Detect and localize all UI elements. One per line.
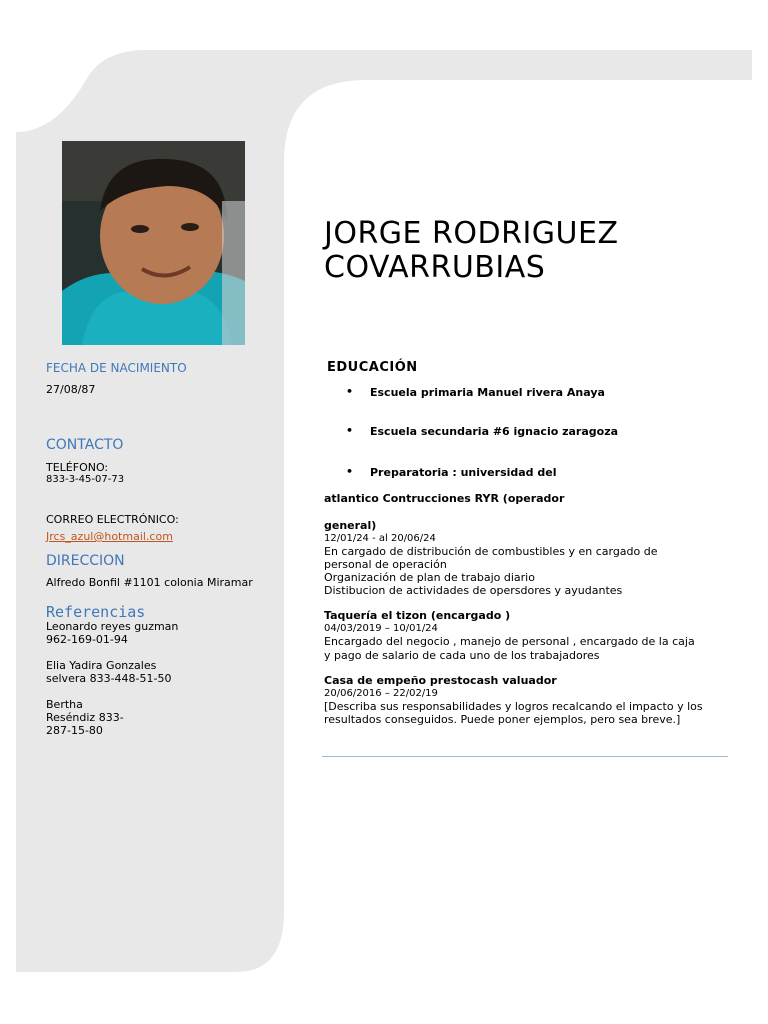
- reference-3-line-3: 287-15-80: [46, 724, 103, 737]
- phone-label: TELÉFONO:: [46, 461, 109, 474]
- full-name: [324, 217, 619, 285]
- address-heading: DIRECCION: [46, 553, 125, 569]
- job-1-desc-3: Organización de plan de trabajo diario: [324, 571, 535, 584]
- job-3-desc-1: [Describa sus responsabilidades y logros recalcando el impacto y los: [324, 700, 703, 713]
- job-1-desc-1: En cargado de distribución de combustibles y en cargado de: [324, 545, 658, 558]
- job-1-dates: 12/01/24 - al 20/06/24: [324, 533, 436, 544]
- job-1-desc-2: personal de operación: [324, 558, 447, 571]
- references-heading: Referencias: [46, 603, 146, 621]
- reference-3-line-1: Bertha: [46, 698, 83, 711]
- bullet-icon: •: [346, 424, 354, 437]
- education-item: Escuela primaria Manuel rivera Anaya: [370, 386, 605, 399]
- email-link[interactable]: Jrcs_azul@hotmail.com: [46, 530, 173, 543]
- education-item: Preparatoria : universidad del: [370, 466, 557, 479]
- job-3-desc-2: resultados conseguidos. Puede poner ejemplos, pero sea breve.]: [324, 713, 681, 726]
- job-2-dates: 04/03/2019 – 10/01/24: [324, 623, 438, 634]
- name-line-2: COVARRUBIAS: [324, 250, 546, 285]
- job-1-title-line-1: atlantico Contrucciones RYR (operador: [324, 492, 565, 505]
- job-2-title: Taquería el tizon (encargado ): [324, 609, 511, 622]
- profile-photo: [62, 141, 245, 345]
- email-label: CORREO ELECTRÓNICO:: [46, 513, 179, 526]
- job-2-desc-1: Encargado del negocio , manejo de personal , encargado de la caja: [324, 635, 695, 648]
- birth-date-heading: FECHA DE NACIMIENTO: [46, 361, 187, 375]
- job-3-title: Casa de empeño prestocash valuador: [324, 674, 557, 687]
- contact-heading: CONTACTO: [46, 437, 124, 453]
- birth-date-value: 27/08/87: [46, 383, 96, 396]
- job-1-title-line-2: general): [324, 519, 377, 532]
- reference-1-name: Leonardo reyes guzman: [46, 620, 179, 633]
- bullet-icon: •: [346, 465, 354, 478]
- job-1-desc-4: Distibucion de actividades de opersdores y ayudantes: [324, 584, 623, 597]
- reference-2-name: Elia Yadira Gonzales: [46, 659, 157, 672]
- section-divider: [322, 756, 728, 757]
- bullet-icon: •: [346, 385, 354, 398]
- education-heading: EDUCACIÓN: [327, 360, 418, 375]
- reference-1-phone: 962-169-01-94: [46, 633, 128, 646]
- reference-3-line-2: Reséndiz 833-: [46, 711, 124, 724]
- reference-2-phone: selvera 833-448-51-50: [46, 672, 172, 685]
- address-value: Alfredo Bonfil #1101 colonia Miramar: [46, 576, 253, 589]
- name-line-1: JORGE RODRIGUEZ: [324, 216, 619, 251]
- job-3-dates: 20/06/2016 – 22/02/19: [324, 688, 438, 699]
- phone-value: 833-3-45-07-73: [46, 474, 125, 485]
- person-portrait-icon: [62, 141, 245, 345]
- education-item: Escuela secundaria #6 ignacio zaragoza: [370, 425, 619, 438]
- job-2-desc-2: y pago de salario de cada uno de los trabajadores: [324, 649, 600, 662]
